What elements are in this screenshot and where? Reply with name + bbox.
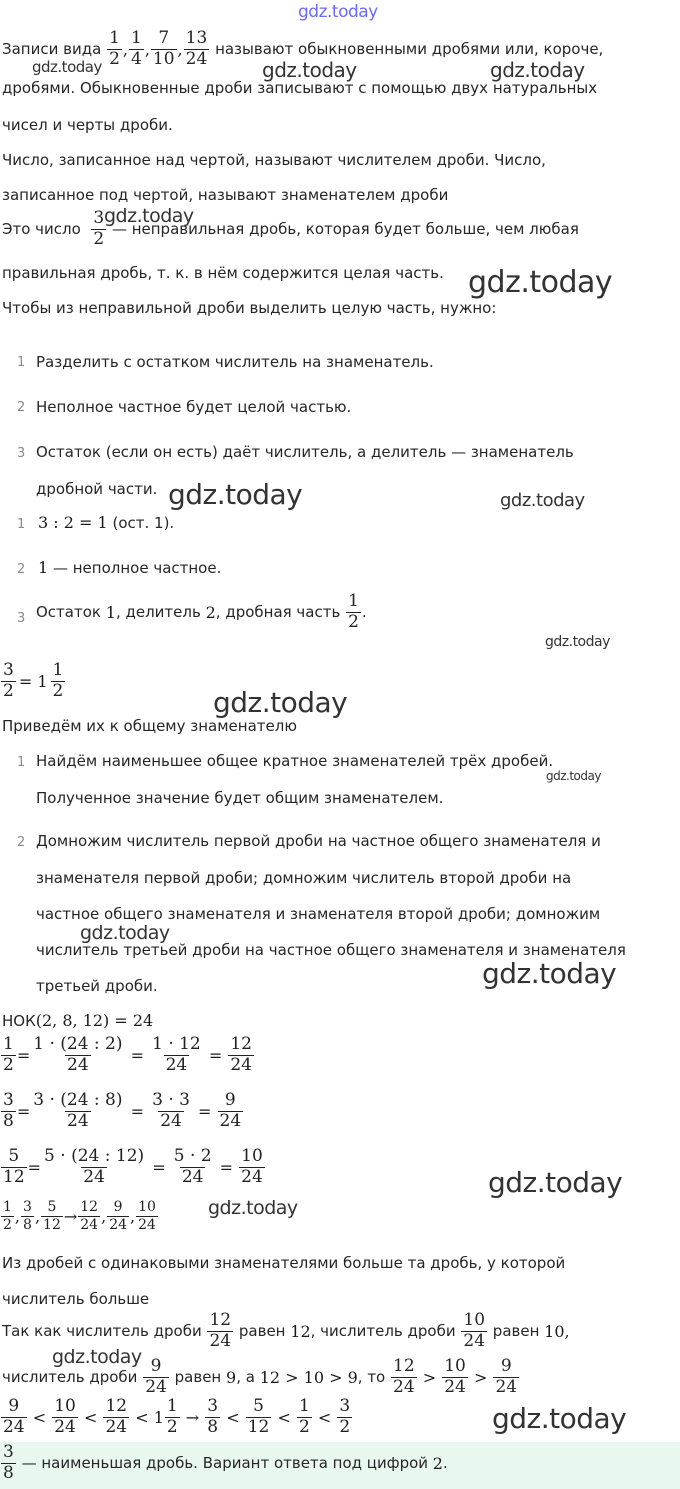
list-item-cont: частное общего знаменателя и знаменателя второй дроби; домножим <box>36 905 601 923</box>
fraction: $\frac{10}{24}$ <box>241 1146 263 1187</box>
watermark: gdz.today <box>208 1197 298 1219</box>
fraction: $\frac{5}{12}$ <box>3 1146 25 1187</box>
list-number: 1 <box>17 755 26 770</box>
list-item: Домножим числитель первой дроби на частное общего знаменателя и <box>36 832 601 850</box>
improper-line-3: Чтобы из неправильной дроби выделить целую часть, нужно: <box>2 299 497 317</box>
watermark: gdz.today <box>213 686 348 719</box>
fraction: $\frac{5}{12}$ <box>247 1396 270 1437</box>
comparison-line-1: Так как числитель дроби $\frac{12}{24}$ равен 12 , числитель дроби $\frac{10}{24}$ равен 10 , <box>2 1310 570 1351</box>
fraction: $\frac{9}{24}$ <box>3 1396 25 1437</box>
fraction: $\frac{3}{8}$ <box>23 1199 32 1233</box>
answer-line: $\frac{3}{8}$ — наименьшая дробь. Вариант ответа под цифрой 2 . <box>3 1442 448 1483</box>
fraction: $\frac{3 \cdot 3}{24}$ <box>152 1090 190 1131</box>
fraction: $\frac{1}{4}$ <box>130 28 142 69</box>
fraction: $\frac{5 \cdot (24 : 12)}{24}$ <box>44 1146 145 1187</box>
answer-text: — наименьшая дробь. Вариант ответа под цифрой <box>21 1454 429 1473</box>
equation-row: $\frac{5}{12}$ = $\frac{5 \cdot (24 : 12)}{24}$ = $\frac{5 \cdot 2}{24}$ = $\frac{10}{24}$ <box>3 1146 263 1187</box>
watermark: gdz.today <box>490 58 585 82</box>
list-item: Найдём наименьшее общее кратное знаменателей трёх дробей. <box>36 752 554 770</box>
list-item-cont: знаменателя первой дроби; домножим числитель второй дроби на <box>36 869 572 887</box>
fraction: $\frac{12}{24}$ <box>80 1199 99 1233</box>
list-item: Неполное частное будет целой частью. <box>36 398 352 416</box>
list-item-cont: дробной части. <box>36 480 158 498</box>
fraction: $\frac{3}{2}$ <box>3 660 14 701</box>
quotient-note: — неполное частное. <box>52 559 222 577</box>
improper-line-2: правильная дробь, т. к. в нём содержится целая часть. <box>2 264 444 282</box>
fraction: $\frac{1}{2}$ <box>348 591 359 632</box>
watermark: gdz.today <box>545 634 610 650</box>
watermark: gdz.today <box>168 478 303 511</box>
list-number: 2 <box>17 400 26 415</box>
answer-number: 2 <box>432 1453 443 1473</box>
improper-line-1 <box>2 210 579 249</box>
fraction: $\frac{1}{2}$ <box>109 28 120 69</box>
fraction: $\frac{10}{24}$ <box>463 1310 486 1351</box>
final-inequality: $\frac{9}{24}$ < $\frac{10}{24}$ < $\frac{12}{24}$ < 1 $\frac{1}{2}$ → $\frac{3}{8}$ < $\frac{5}{12}$ < $\frac{1}{2}$ < $\frac{3}{2}$ <box>3 1396 351 1437</box>
definition-line-2: записанное под чертой, называют знаменателем дроби <box>2 186 449 204</box>
list-number: 1 <box>17 355 26 370</box>
fraction: $\frac{1}{2}$ <box>52 660 64 701</box>
list-item: Остаток (если он есть) даёт числитель, а делитель — знаменатель <box>36 443 574 461</box>
fraction: $\frac{1 \cdot (24 : 2)}{24}$ <box>33 1034 123 1075</box>
fraction: $\frac{1}{2}$ <box>3 1199 12 1233</box>
comparison-rule-line-2: числитель больше <box>2 1290 150 1308</box>
fraction: $\frac{10}{24}$ <box>138 1199 156 1233</box>
watermark: gdz.today <box>104 205 194 227</box>
fraction: $\frac{3 \cdot (24 : 8)}{24}$ <box>33 1090 123 1131</box>
list-number: 2 <box>17 562 26 577</box>
fraction: $\frac{1 \cdot 12}{24}$ <box>152 1034 201 1075</box>
watermark: gdz.today <box>262 58 357 82</box>
intro-post: называют обыкновенными дробями или, короче, <box>215 40 604 59</box>
converted-fractions-line: $\frac{1}{2}$ , $\frac{3}{8}$ , $\frac{5}{12}$ → $\frac{12}{24}$ , $\frac{9}{24}$ , $\frac{10}{24}$ <box>3 1199 156 1233</box>
watermark: gdz.today <box>488 1166 623 1199</box>
improper-pre: Это число <box>2 220 81 239</box>
fraction: $\frac{10}{24}$ <box>54 1396 76 1437</box>
watermark: gdz.today <box>80 922 170 944</box>
watermark: gdz.today <box>468 265 613 300</box>
watermark: gdz.today <box>482 957 617 990</box>
fraction: $\frac{5}{12}$ <box>43 1199 61 1233</box>
list-item-cont: числитель третьей дроби на частное общего знаменателя и знаменателя <box>36 941 626 959</box>
watermark: gdz.today <box>52 1346 142 1368</box>
list-item-cont: Полученное значение будет общим знаменателем. <box>36 789 444 807</box>
list-number: 1 <box>17 517 26 532</box>
mixed-number-equation: $\frac{3}{2}$ = 1 $\frac{1}{2}$ <box>3 660 64 701</box>
fraction: $\frac{1}{2}$ <box>3 1034 14 1075</box>
improper-post: — неправильная дробь, которая будет больше, чем любая <box>111 220 579 239</box>
intro-line-1: Записи вида $\frac{1}{2}$ , $\frac{1}{4}$ , $\frac{7}{10}$ , $\frac{13}{24}$ называют обыкновенными дробями или, короче, <box>2 28 604 69</box>
common-denominator-heading: Приведём их к общему знаменателю <box>2 717 297 735</box>
watermark: gdz.today <box>298 2 378 22</box>
fraction: $\frac{9}{24}$ <box>495 1356 518 1397</box>
equation-row: $\frac{3}{8}$ = $\frac{3 \cdot (24 : 8)}{24}$ = $\frac{3 \cdot 3}{24}$ = $\frac{9}{24}$ <box>3 1090 242 1131</box>
fraction: $\frac{12}{24}$ <box>105 1396 128 1437</box>
list-number: 3 <box>17 611 26 626</box>
arrow: → <box>63 1206 78 1226</box>
watermark: gdz.today <box>492 1402 627 1435</box>
intro-pre: Записи вида <box>2 40 102 59</box>
lcm-label: НОК <box>2 1012 36 1030</box>
fraction: $\frac{10}{24}$ <box>444 1356 466 1397</box>
intro-line-3: чисел и черты дроби. <box>2 116 173 134</box>
fraction: $\frac{7}{10}$ <box>152 28 175 69</box>
fraction: $\frac{3}{2}$ <box>93 208 105 249</box>
list-number: 3 <box>17 446 26 461</box>
comparison-rule-line-1: Из дробей с одинаковыми знаменателями больше та дробь, у которой <box>2 1254 566 1272</box>
list-item-cont: третьей дроби. <box>36 977 158 995</box>
fraction: $\frac{5 \cdot 2}{24}$ <box>173 1146 212 1187</box>
list-number: 2 <box>17 835 26 850</box>
fraction: $\frac{1}{2}$ <box>166 1396 178 1437</box>
definition-line-1: Число, записанное над чертой, называют числителем дроби. Число, <box>2 151 546 169</box>
fraction: $\frac{9}{24}$ <box>145 1356 167 1397</box>
fraction: $\frac{3}{8}$ <box>207 1396 219 1437</box>
list-item: Разделить с остатком числитель на знаменатель. <box>36 353 434 371</box>
fraction: $\frac{13}{24}$ <box>185 28 208 69</box>
watermark: gdz.today <box>546 769 601 783</box>
fraction: $\frac{12}{24}$ <box>209 1310 232 1351</box>
fraction: $\frac{3}{2}$ <box>339 1396 351 1437</box>
list-item <box>38 513 174 532</box>
fraction: $\frac{9}{24}$ <box>109 1199 128 1233</box>
lcm-line <box>2 1011 153 1030</box>
lcm-expr: (2, 8, 12) = 24 <box>35 1011 154 1030</box>
division-expr: 3 : 2 = 1 <box>38 513 108 532</box>
fraction: $\frac{3}{8}$ <box>3 1442 14 1483</box>
fraction: $\frac{9}{24}$ <box>219 1090 242 1131</box>
quotient-value: 1 <box>38 558 49 577</box>
fraction: $\frac{12}{24}$ <box>393 1356 415 1397</box>
intro-line-2: дробями. Обыкновенные дроби записывают с помощью двух натуральных <box>2 79 598 97</box>
watermark: gdz.today <box>500 490 585 511</box>
watermark: gdz.today <box>32 58 102 76</box>
equation-row: $\frac{1}{2}$ = $\frac{1 \cdot (24 : 2)}{24}$ = $\frac{1 \cdot 12}{24}$ = $\frac{12}{24}$ <box>3 1034 252 1075</box>
fraction: $\frac{12}{24}$ <box>230 1034 252 1075</box>
comparison-line-2: числитель дроби $\frac{9}{24}$ равен 9 , а 12 > 10 > 9 , то $\frac{12}{24}$ > $\frac{10}{24}$ > $\frac{9}{24}$ <box>2 1356 518 1397</box>
list-item <box>38 558 221 577</box>
remainder-note: (ост. 1). <box>112 514 175 532</box>
fraction: $\frac{1}{2}$ <box>298 1396 310 1437</box>
list-item: Остаток 1 , делитель 2 , дробная часть $\frac{1}{2}$ . <box>36 591 367 632</box>
fraction: $\frac{3}{8}$ <box>3 1090 14 1131</box>
